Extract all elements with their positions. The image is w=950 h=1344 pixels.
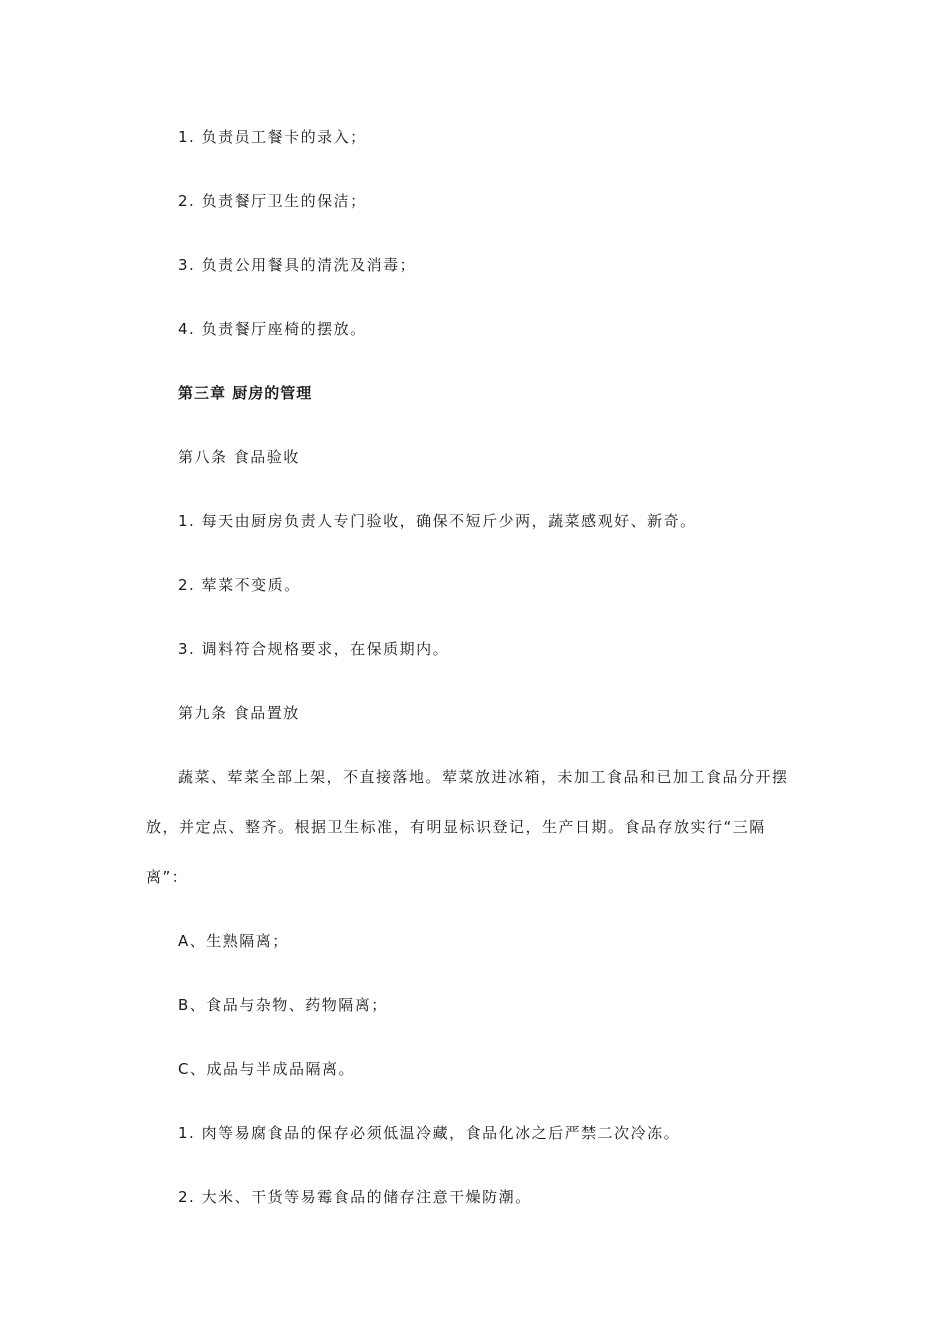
chapter-title: 第三章 厨房的管理 [178,384,313,402]
list-item: 4. 负责餐厅座椅的摆放。 [178,320,367,338]
article-title: 第九条 食品置放 [178,704,300,722]
list-item: 2. 负责餐厅卫生的保洁； [178,192,367,210]
list-item: 3. 负责公用餐具的清洗及消毒； [178,256,417,274]
paragraph-line: 蔬菜、荤菜全部上架，不直接落地。荤菜放进冰箱，未加工食品和已加工食品分开摆 [178,768,789,786]
list-item: 1. 负责员工餐卡的录入； [178,128,367,146]
list-item: 1. 肉等易腐食品的保存必须低温冷藏，食品化冰之后严禁二次冷冻。 [178,1124,681,1142]
list-item: C、成品与半成品隔离。 [178,1060,355,1078]
list-item: 2. 大米、干货等易霉食品的储存注意干燥防潮。 [178,1188,532,1206]
list-item: B、食品与杂物、药物隔离； [178,996,388,1014]
article-title: 第八条 食品验收 [178,448,300,466]
paragraph-line: 放，并定点、整齐。根据卫生标准，有明显标识登记，生产日期。食品存放实行“三隔 [146,818,766,836]
list-item: 3. 调料符合规格要求，在保质期内。 [178,640,450,658]
list-item: 1. 每天由厨房负责人专门验收，确保不短斤少两，蔬菜感观好、新奇。 [178,512,697,530]
paragraph-line: 离”： [146,868,189,886]
list-item: A、生熟隔离； [178,932,289,950]
list-item: 2. 荤菜不变质。 [178,576,301,594]
